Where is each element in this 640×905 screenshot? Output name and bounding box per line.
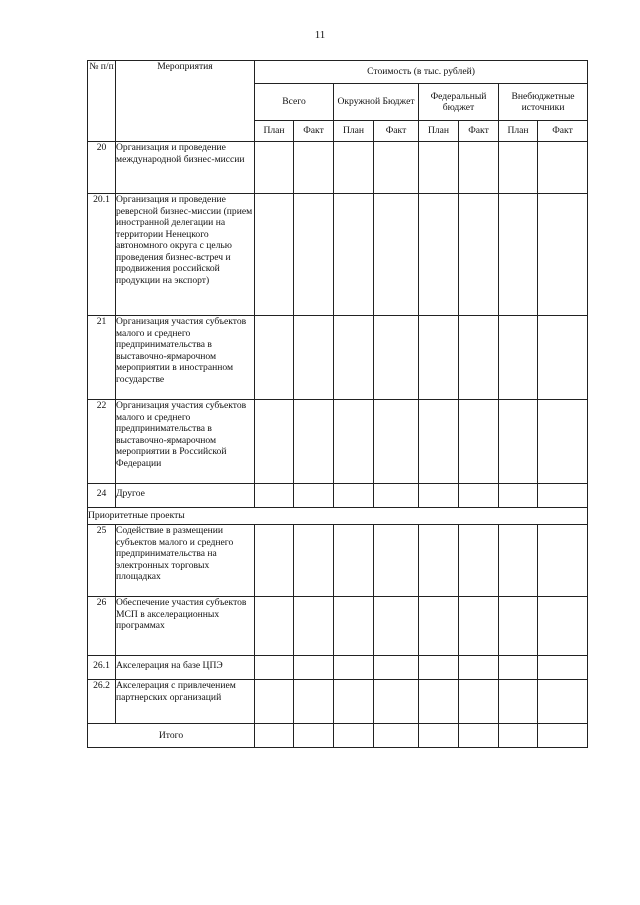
table-row bbox=[88, 400, 588, 484]
row-event: Обеспечение участия субъектов МСП в акселерационных программах bbox=[116, 597, 255, 656]
row-number: 21 bbox=[88, 316, 116, 400]
row-event: Акселерация с привлечением партнерских организаций bbox=[116, 680, 255, 724]
row-number: 26.1 bbox=[88, 656, 116, 680]
header-plan: План bbox=[419, 121, 459, 142]
header-plan: План bbox=[255, 121, 294, 142]
cost-table bbox=[87, 60, 588, 748]
header-group-district: Окружной Бюджет bbox=[334, 84, 419, 121]
row-event: Акселерация на базе ЦПЭ bbox=[116, 656, 255, 680]
section-row bbox=[88, 508, 588, 525]
row-event: Содействие в размещении субъектов малого и среднего предпринимательства на электронных торговых площадках bbox=[116, 525, 255, 597]
row-number: 26.2 bbox=[88, 680, 116, 724]
header-plan: План bbox=[334, 121, 374, 142]
row-event: Организация и проведение реверсной бизнес-миссии (прием иностранной делегации на территории Ненецкого автономного округа с целью проведения бизнес-встреч и продвижения российской продукции на экспорт) bbox=[116, 194, 255, 316]
row-event: Организация участия субъектов малого и среднего предпринимательства в выставочно-ярмарочном мероприятии в иностранном государстве bbox=[116, 316, 255, 400]
row-event: Организация и проведение международной бизнес-миссии bbox=[116, 142, 255, 194]
header-fact: Факт bbox=[459, 121, 499, 142]
row-number: 24 bbox=[88, 484, 116, 508]
table-row bbox=[88, 194, 588, 316]
table-row bbox=[88, 484, 588, 508]
header-group-federal: Федеральный бюджет bbox=[419, 84, 499, 121]
row-number: 25 bbox=[88, 525, 116, 597]
table-row bbox=[88, 525, 588, 597]
header-fact: Факт bbox=[374, 121, 419, 142]
header-event: Мероприятия bbox=[116, 61, 255, 142]
header-plan: План bbox=[499, 121, 538, 142]
header-fact: Факт bbox=[294, 121, 334, 142]
table-row bbox=[88, 656, 588, 680]
row-number: 20.1 bbox=[88, 194, 116, 316]
row-number: 26 bbox=[88, 597, 116, 656]
section-label: Приоритетные проекты bbox=[88, 508, 588, 525]
table-row bbox=[88, 316, 588, 400]
row-event: Организация участия субъектов малого и среднего предпринимательства в выставочно-ярмарочном мероприятии в Российской Федерации bbox=[116, 400, 255, 484]
total-label: Итого bbox=[88, 724, 255, 748]
table-row bbox=[88, 142, 588, 194]
header-group-extrabudget: Внебюджетные источники bbox=[499, 84, 588, 121]
row-event: Другое bbox=[116, 484, 255, 508]
header-group-total: Всего bbox=[255, 84, 334, 121]
row-number: 22 bbox=[88, 400, 116, 484]
header-fact: Факт bbox=[538, 121, 588, 142]
table-row bbox=[88, 680, 588, 724]
table-row bbox=[88, 597, 588, 656]
total-row bbox=[88, 724, 588, 748]
page-number: 11 bbox=[314, 29, 326, 41]
header-no: № п/п bbox=[88, 61, 116, 142]
row-number: 20 bbox=[88, 142, 116, 194]
header-cost: Стоимость (в тыс. рублей) bbox=[255, 61, 588, 84]
